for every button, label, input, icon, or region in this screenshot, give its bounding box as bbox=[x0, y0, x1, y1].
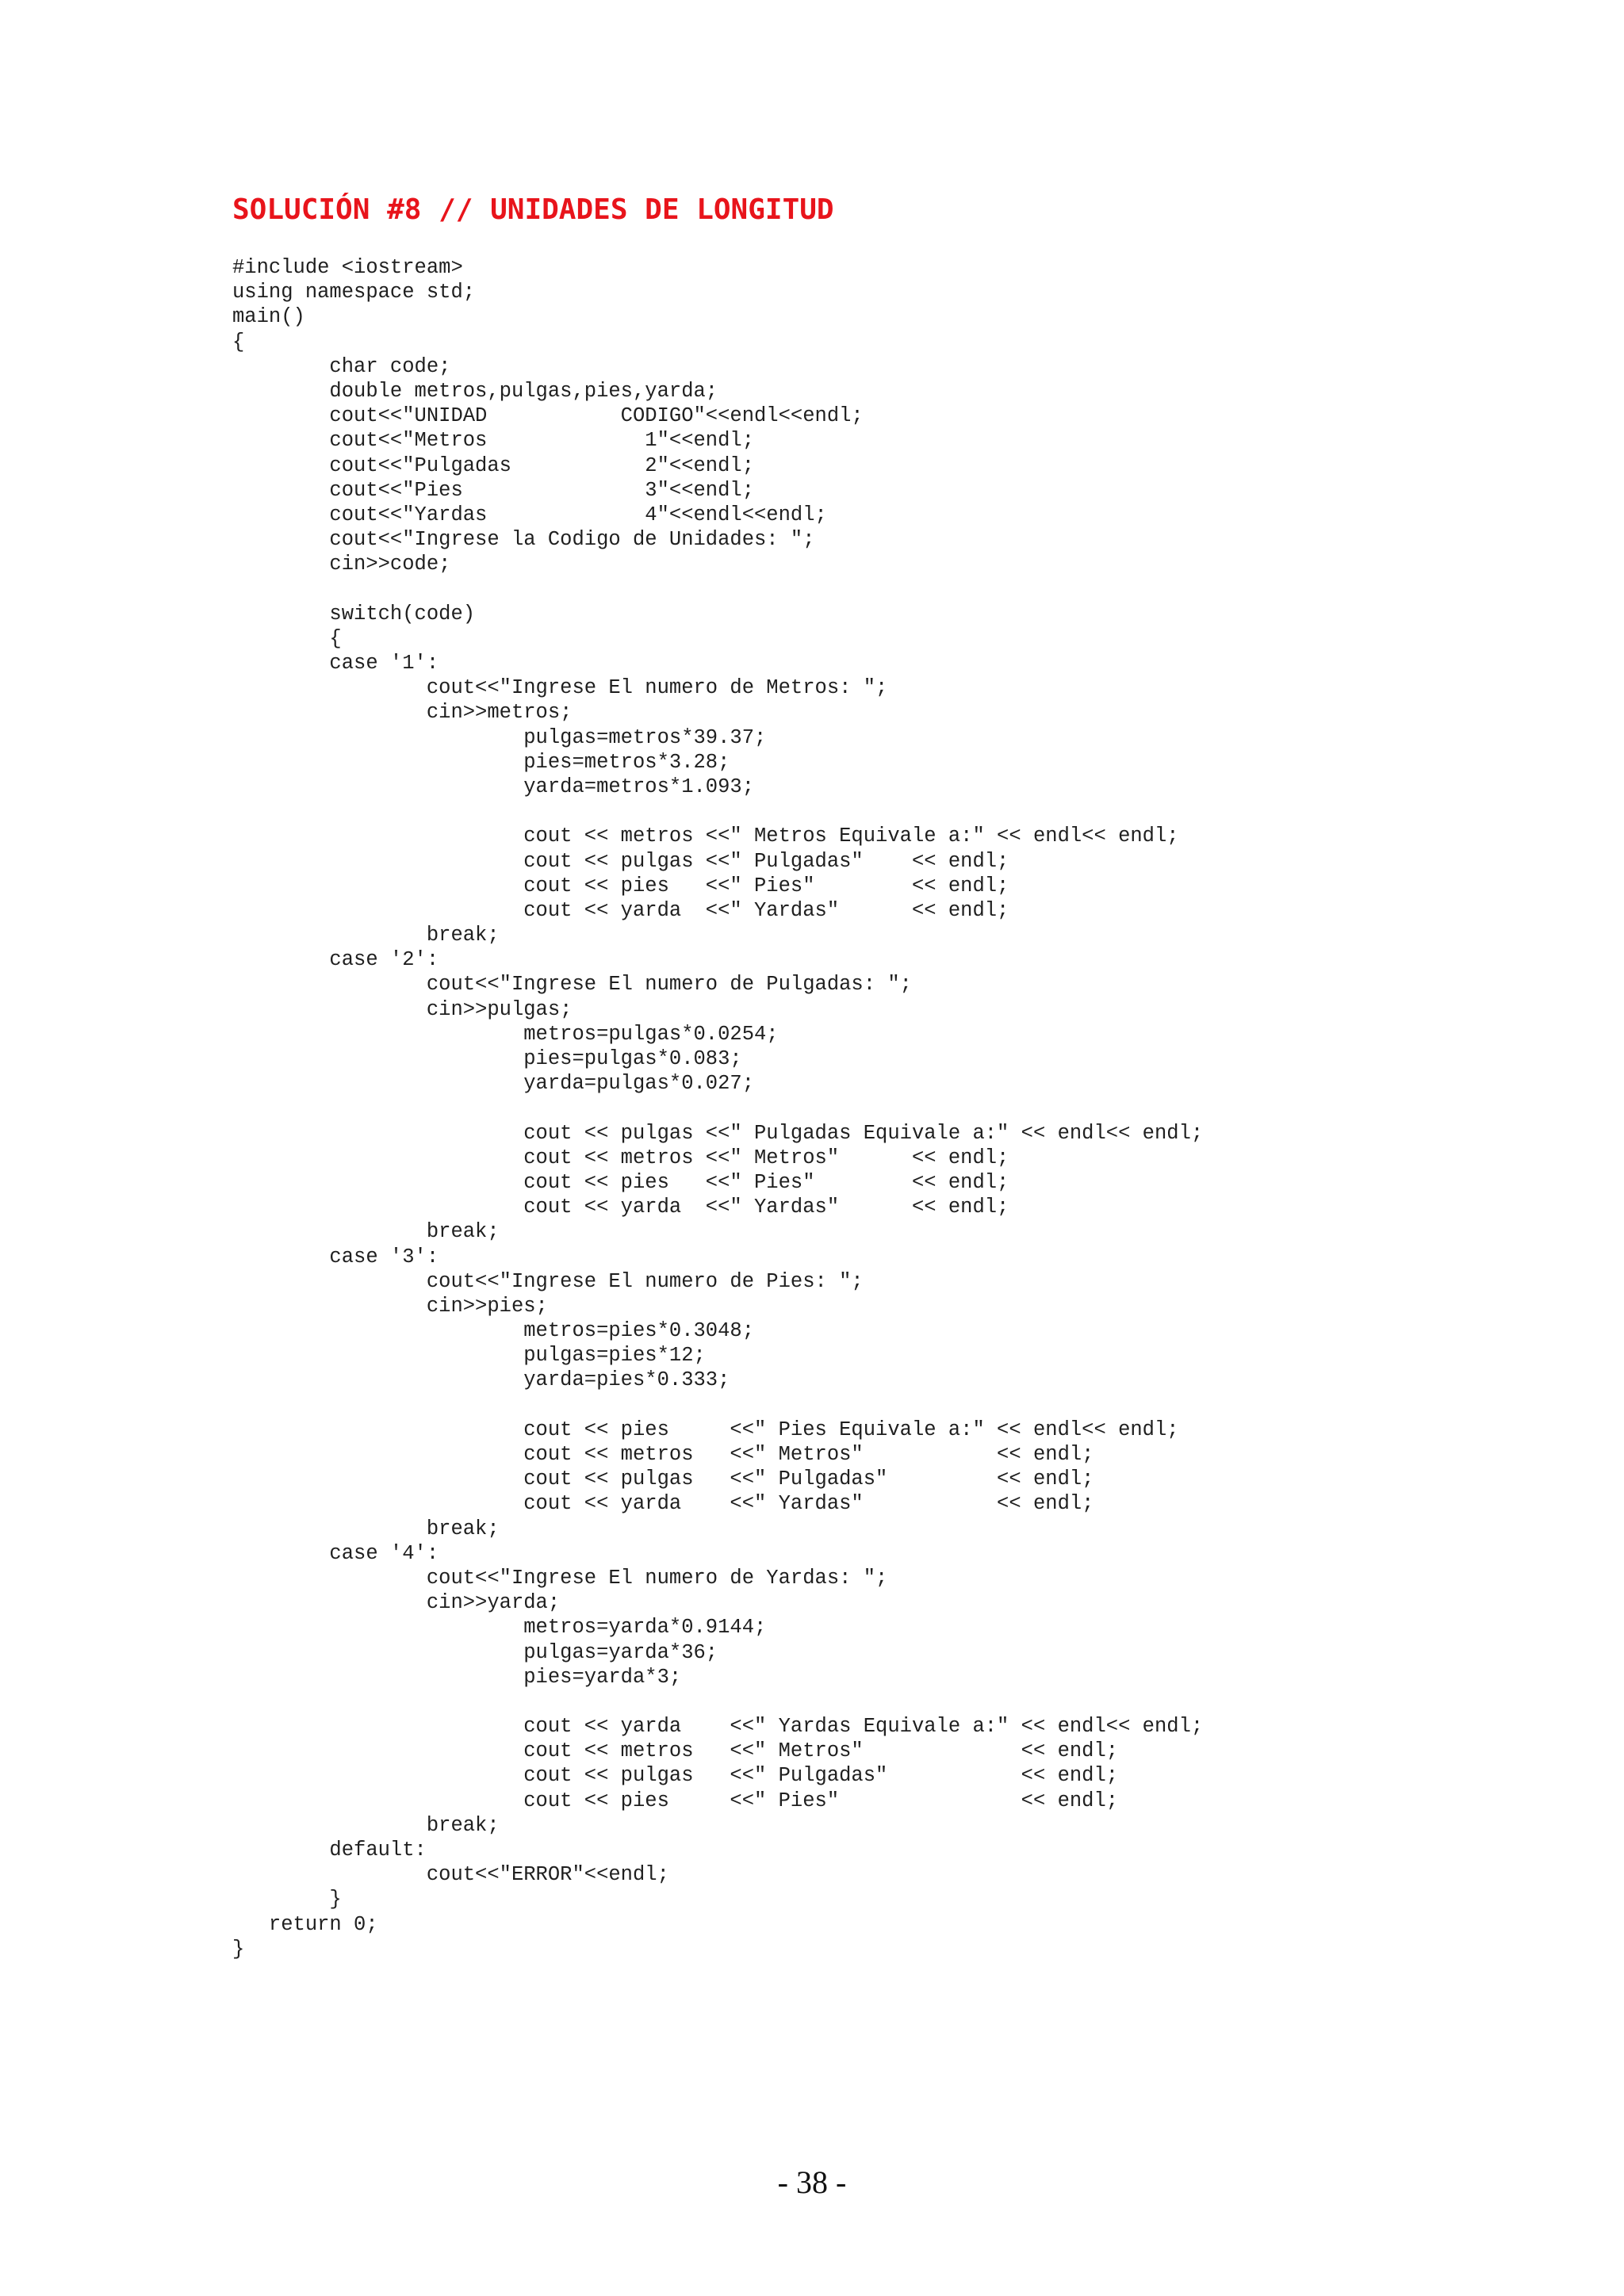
code-line: pulgas=yarda*36; bbox=[232, 1640, 718, 1664]
code-line: cout<<"Ingrese El numero de Yardas: "; bbox=[232, 1566, 888, 1590]
code-line: } bbox=[232, 1888, 342, 1911]
code-line bbox=[232, 1393, 1580, 1418]
code-line: cin>>pies; bbox=[232, 1294, 548, 1318]
code-line: case '4': bbox=[232, 1541, 439, 1565]
code-line: cout<<"Pies 3"<<endl; bbox=[232, 478, 755, 502]
code-line: #include <iostream> bbox=[232, 256, 463, 279]
code-line: cout<<"UNIDAD CODIGO"<<endl<<endl; bbox=[232, 404, 864, 428]
code-line: cin>>metros; bbox=[232, 701, 573, 725]
code-line: metros=yarda*0.9144; bbox=[232, 1616, 767, 1640]
code-line: case '1': bbox=[232, 652, 439, 675]
code-listing bbox=[232, 255, 1580, 1961]
code-line: yarda=metros*1.093; bbox=[232, 775, 755, 798]
code-line: cout << yarda <<" Yardas" << endl; bbox=[232, 1492, 1094, 1516]
code-line: break; bbox=[232, 1220, 500, 1244]
code-line: pulgas=pies*12; bbox=[232, 1344, 706, 1368]
code-line bbox=[232, 576, 1580, 601]
code-line: metros=pulgas*0.0254; bbox=[232, 1022, 779, 1046]
code-line: cout<<"Pulgadas 2"<<endl; bbox=[232, 453, 755, 477]
code-line: cout<<"Metros 1"<<endl; bbox=[232, 429, 755, 453]
code-line: cin>>code; bbox=[232, 553, 451, 576]
code-line: case '3': bbox=[232, 1245, 439, 1269]
code-line: break; bbox=[232, 1813, 500, 1837]
code-line: cout<<"Ingrese El numero de Metros: "; bbox=[232, 676, 888, 700]
code-line bbox=[232, 799, 1580, 824]
code-line: metros=pies*0.3048; bbox=[232, 1319, 755, 1343]
code-line: cout<<"ERROR"<<endl; bbox=[232, 1863, 669, 1887]
code-line: cout << pies <<" Pies" << endl; bbox=[232, 1789, 1119, 1812]
code-line: cout << metros <<" Metros Equivale a:" << endl<< endl; bbox=[232, 825, 1179, 848]
code-line: using namespace std; bbox=[232, 281, 476, 304]
code-line: cout << metros <<" Metros" << endl; bbox=[232, 1739, 1119, 1763]
code-line: cout<<"Ingrese El numero de Pies: "; bbox=[232, 1269, 864, 1293]
code-line: return 0; bbox=[232, 1912, 378, 1936]
code-line bbox=[232, 1096, 1580, 1120]
code-line: cout<<"Yardas 4"<<endl<<endl; bbox=[232, 503, 827, 526]
code-line: yarda=pulgas*0.027; bbox=[232, 1072, 755, 1096]
code-line: cout << yarda <<" Yardas Equivale a:" << endl<< endl; bbox=[232, 1715, 1204, 1739]
code-line: } bbox=[232, 1937, 245, 1961]
code-line: cout << pies <<" Pies" << endl; bbox=[232, 874, 1009, 897]
page-number: - 38 - bbox=[777, 2164, 847, 2200]
code-line: main() bbox=[232, 305, 305, 329]
code-line: cin>>yarda; bbox=[232, 1591, 561, 1615]
code-line: cout<<"Ingrese la Codigo de Unidades: "; bbox=[232, 528, 815, 552]
code-line: cout << yarda <<" Yardas" << endl; bbox=[232, 898, 1009, 922]
code-line: cout << pulgas <<" Pulgadas" << endl; bbox=[232, 849, 1009, 873]
code-line: break; bbox=[232, 1517, 500, 1540]
code-line: pies=yarda*3; bbox=[232, 1665, 682, 1689]
code-line: cout << pulgas <<" Pulgadas Equivale a:" << endl<< endl; bbox=[232, 1121, 1204, 1145]
code-line: cout << pulgas <<" Pulgadas" << endl; bbox=[232, 1468, 1094, 1491]
code-line: cout << yarda <<" Yardas" << endl; bbox=[232, 1196, 1009, 1219]
code-line: cout << pies <<" Pies" << endl; bbox=[232, 1170, 1009, 1194]
code-line: cout<<"Ingrese El numero de Pulgadas: "; bbox=[232, 973, 912, 997]
code-line: double metros,pulgas,pies,yarda; bbox=[232, 379, 718, 403]
code-line: switch(code) bbox=[232, 602, 476, 626]
code-line: pies=pulgas*0.083; bbox=[232, 1047, 742, 1070]
code-line: pulgas=metros*39.37; bbox=[232, 725, 767, 749]
page-title: SOLUCIÓN #8 // UNIDADES DE LONGITUD bbox=[232, 193, 834, 226]
code-line: cout << pulgas <<" Pulgadas" << endl; bbox=[232, 1764, 1119, 1788]
code-line: break; bbox=[232, 924, 500, 947]
code-line: pies=metros*3.28; bbox=[232, 750, 730, 774]
code-line: cout << metros <<" Metros" << endl; bbox=[232, 1443, 1094, 1466]
code-line: case '2': bbox=[232, 948, 439, 972]
code-line: char code; bbox=[232, 354, 451, 378]
code-line: yarda=pies*0.333; bbox=[232, 1368, 730, 1392]
code-line: { bbox=[232, 330, 245, 354]
code-line: cout << metros <<" Metros" << endl; bbox=[232, 1146, 1009, 1169]
code-line: default: bbox=[232, 1839, 427, 1862]
code-line: cout << pies <<" Pies Equivale a:" << endl<< endl; bbox=[232, 1418, 1179, 1441]
code-line: cin>>pulgas; bbox=[232, 997, 573, 1021]
code-line bbox=[232, 1689, 1580, 1714]
code-line: { bbox=[232, 626, 342, 650]
